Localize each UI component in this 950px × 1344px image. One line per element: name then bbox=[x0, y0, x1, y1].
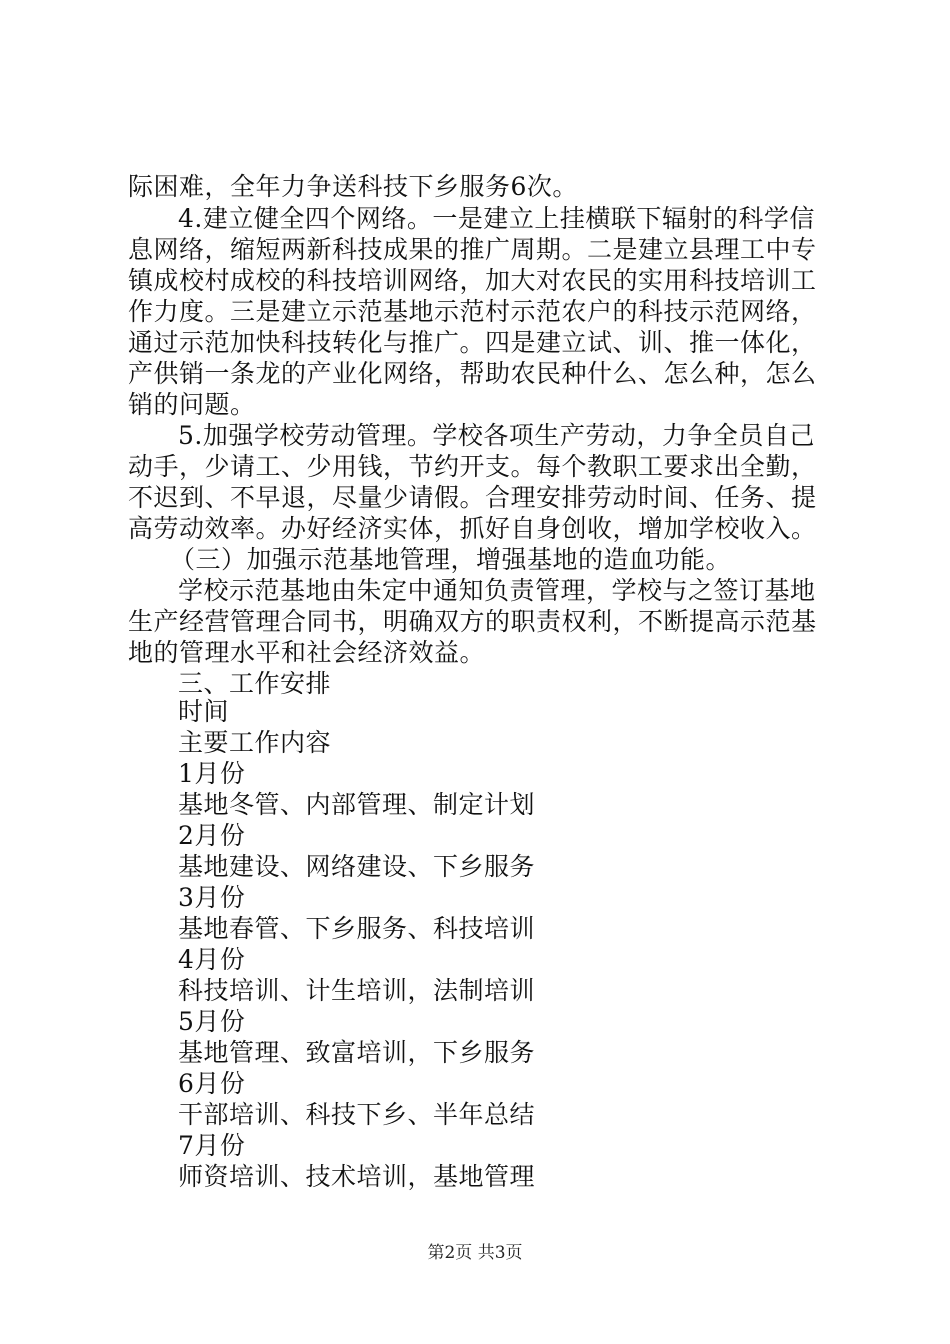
subsection-heading: （三）加强示范基地管理，增强基地的造血功能。 bbox=[170, 545, 732, 574]
schedule-month: 5月份 bbox=[178, 1007, 246, 1036]
schedule-month: 4月份 bbox=[178, 945, 246, 974]
schedule-content: 基地春管、下乡服务、科技培训 bbox=[178, 914, 536, 943]
paragraph-line: 高劳动效率。办好经济实体，抓好自身创收，增加学校收入。 bbox=[128, 514, 817, 543]
paragraph-line: 镇成校村成校的科技培训网络，加大对农民的实用科技培训工 bbox=[128, 266, 817, 295]
paragraph-line: 产供销一条龙的产业化网络，帮助农民种什么、怎么种，怎么 bbox=[128, 359, 817, 388]
paragraph-line: 动手，少请工、少用钱，节约开支。每个教职工要求出全勤， bbox=[128, 452, 817, 481]
schedule-content: 基地建设、网络建设、下乡服务 bbox=[178, 852, 536, 881]
paragraph-line: 生产经营管理合同书，明确双方的职责权利，不断提高示范基 bbox=[128, 607, 817, 636]
schedule-content: 干部培训、科技下乡、半年总结 bbox=[178, 1100, 536, 1129]
paragraph-line: 息网络，缩短两新科技成果的推广周期。二是建立县理工中专 bbox=[128, 235, 817, 264]
paragraph-line: 作力度。三是建立示范基地示范村示范农户的科技示范网络， bbox=[128, 297, 817, 326]
schedule-month: 2月份 bbox=[178, 821, 246, 850]
paragraph-line: 通过示范加快科技转化与推广。四是建立试、训、推一体化， bbox=[128, 328, 817, 357]
paragraph-line: 5.加强学校劳动管理。学校各项生产劳动，力争全员自己 bbox=[178, 421, 815, 450]
paragraph-line: 销的问题。 bbox=[128, 390, 256, 419]
schedule-content: 师资培训、技术培训，基地管理 bbox=[178, 1162, 536, 1191]
schedule-content: 基地管理、致富培训，下乡服务 bbox=[178, 1038, 536, 1067]
paragraph-line: 地的管理水平和社会经济效益。 bbox=[128, 638, 486, 667]
schedule-content: 科技培训、计生培训，法制培训 bbox=[178, 976, 536, 1005]
schedule-month: 6月份 bbox=[178, 1069, 246, 1098]
page-number-footer: 第2页 共3页 bbox=[427, 1243, 523, 1263]
schedule-header-content: 主要工作内容 bbox=[178, 728, 332, 757]
schedule-month: 7月份 bbox=[178, 1131, 246, 1160]
paragraph-line: 不迟到、不早退，尽量少请假。合理安排劳动时间、任务、提 bbox=[128, 483, 817, 512]
section-heading: 三、工作安排 bbox=[178, 669, 332, 698]
paragraph-line: 际困难，全年力争送科技下乡服务6次。 bbox=[128, 172, 578, 201]
schedule-header-time: 时间 bbox=[178, 697, 230, 726]
schedule-month: 1月份 bbox=[178, 759, 246, 788]
schedule-content: 基地冬管、内部管理、制定计划 bbox=[178, 790, 536, 819]
paragraph-line: 4.建立健全四个网络。一是建立上挂横联下辐射的科学信 bbox=[178, 204, 815, 233]
schedule-month: 3月份 bbox=[178, 883, 246, 912]
paragraph-line: 学校示范基地由朱定中通知负责管理，学校与之签订基地 bbox=[178, 576, 816, 605]
